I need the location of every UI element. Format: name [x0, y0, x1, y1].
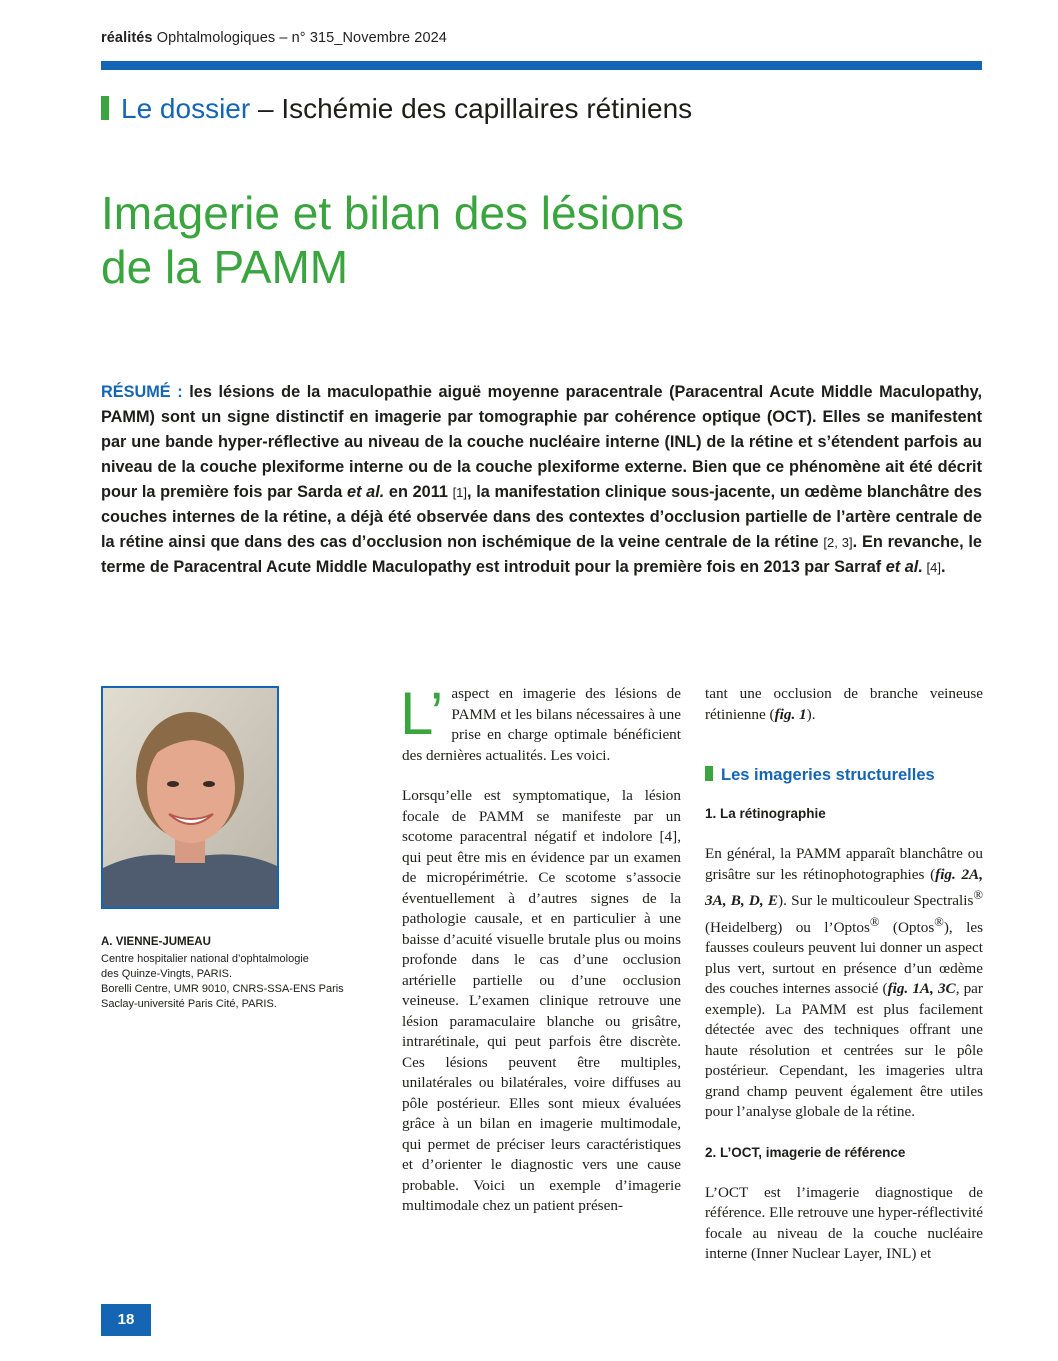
body-paragraph: [705, 684, 983, 725]
section-heading: [705, 764, 983, 786]
subsection-heading: 2. L’OCT, imagerie de référence: [705, 1144, 906, 1160]
abstract-reference: [4]: [922, 560, 941, 575]
abstract-reference: [1]: [452, 485, 468, 500]
abstract-label: RÉSUMÉ :: [101, 383, 183, 401]
article-title-line-2: de la PAMM: [101, 241, 349, 293]
body-text: tant une occlusion de branche veineuse rétinienne (: [705, 685, 983, 723]
body-text: (Optos: [879, 918, 935, 936]
abstract-text: , la manifestation clinique sous-jacente, un œdème blanchâtre des couches internes de la rétine, a déjà été observée dans des contextes d’occlusion partielle de l’artère centrale de la rétine ainsi que dans des cas d’occlusion non ischémique de la veine centrale de la rétine: [101, 483, 982, 551]
author-affiliation: Centre hospitalier national d’ophtalmologie: [101, 953, 309, 965]
abstract-reference: [2, 3]: [823, 535, 853, 550]
abstract-text: .: [940, 558, 946, 576]
author-portrait-image: [103, 688, 277, 907]
subsection-heading: 1. La rétinographie: [705, 806, 826, 821]
author-affiliation: Borelli Centre, UMR 9010, CNRS-SSA-ENS Paris: [101, 983, 344, 995]
abstract-text: . En revanche, le terme de Paracentral Acute Middle Maculopathy est introduit pour la première fois en 2013 par Sarraf: [101, 533, 982, 576]
article-title-line-1: Imagerie et bilan des lésions: [101, 187, 684, 239]
author-affiliation: Saclay-université Paris Cité, PARIS.: [101, 998, 277, 1010]
running-header: [101, 30, 447, 46]
article-title: [101, 186, 861, 294]
rubric-bar-marker: [101, 96, 109, 120]
body-column-2: [705, 684, 983, 1265]
author-affiliation: des Quinze-Vingts, PARIS.: [101, 968, 233, 980]
header-rule: [101, 61, 982, 70]
intro-paragraph: [400, 680, 681, 766]
author-photo: [101, 686, 279, 909]
abstract-etal: et al.: [347, 483, 385, 501]
body-paragraph: Lorsqu’elle est symptomatique, la lésion focale de PAMM se manifeste par un scotome paracentral négatif et indolore [4], qui peut être mis en évidence par un examen de micropérimétrie. Ce scotome s’associe éventuellement à d’autres signes de la pathologie causale, et en particulier à une baisse d’acuité visuelle brutale plus ou moins profonde dans le cas d’une occlusion artérielle partielle ou d’une occlusion veineuse. L’examen clinique retrouve une lésion paramaculaire blanche ou grisâtre, intrarétinale, qui peut parfois être discrète. Ces lésions peuvent être multiples, unilatérales ou bilatérales, voire diffuses au pôle postérieur. Elles sont mieux évaluées grâce à un bilan en imagerie multimodale, qui permet de préciser leurs caractéristiques et d’orienter le diagnostic vers une cause probable. Voici un exemple d’imagerie multimodale chez un patient présen-: [402, 787, 681, 1214]
rubric-heading: [101, 92, 692, 126]
author-name: A. VIENNE-JUMEAU: [101, 936, 211, 948]
body-text: (Heidelberg) ou l’Optos: [705, 918, 870, 936]
body-paragraph: L’OCT est l’imagerie diagnostique de référence. Elle retrouve une hyper-réflectivité focale au niveau de la couche nucléaire interne (Inner Nuclear Layer, INL) et: [705, 1183, 983, 1263]
rubric-label: Le dossier: [121, 93, 251, 124]
page-number: 18: [101, 1304, 151, 1336]
body-text: ).: [806, 705, 816, 723]
registered-mark: ®: [869, 914, 880, 929]
intro-text: aspect en imagerie des lésions de PAMM et les bilans nécessaires à une prise en charge optimale bénéficient des dernières actualités. Les voici.: [402, 685, 681, 764]
rubric-title: – Ischémie des capillaires rétiniens: [257, 93, 693, 124]
abstract: [101, 380, 982, 580]
body-text: ). Sur le multicouleur Spectralis: [778, 892, 974, 910]
registered-mark: ®: [934, 914, 944, 929]
body-column-1: [400, 680, 681, 1217]
abstract-etal: et al.: [885, 558, 923, 576]
body-text: ), les fausses couleurs peuvent lui donner un aspect plus vert, surtout en présence d’un œdème des couches internes associé (: [705, 918, 984, 998]
body-paragraph: [705, 844, 983, 1123]
body-text: , par exemple). La PAMM est plus facilement détectée avec des techniques offrant une haute résolution et centrées sur le pôle postérieur. Cependant, les imageries ultra grand champ peuvent également être utiles pour l’analyse globale de la rétine.: [705, 980, 983, 1121]
abstract-text: en 2011: [384, 483, 453, 501]
drop-cap: L’: [400, 680, 444, 747]
body-text: En général, la PAMM apparaît blanchâtre ou grisâtre sur les rétinophotographies (: [705, 845, 983, 883]
figure-reference: fig. 2A, 3A, B, D, E: [705, 865, 983, 910]
registered-mark: ®: [973, 888, 984, 902]
journal-issue: Ophtalmologiques – n° 315_Novembre 2024: [156, 30, 447, 46]
author-block: [101, 935, 371, 1012]
section-bar-marker: [705, 766, 713, 781]
figure-reference: fig. 1A, 3C: [887, 980, 956, 998]
brand-name: réalités: [101, 30, 153, 46]
figure-reference: fig. 1: [774, 705, 807, 723]
section-heading-text: Les imageries structurelles: [721, 766, 935, 784]
abstract-text: les lésions de la maculopathie aiguë moyenne paracentrale (Paracentral Acute Middle Maculopathy, PAMM) sont un signe distinctif en imagerie par tomographie par cohérence optique (OCT). Elles se manifestent par une bande hyper-réflective au niveau de la couche nucléaire interne (INL) de la rétine et s’étendent parfois au niveau de la couche plexiforme interne ou de la couche plexiforme externe. Bien que ce phénomène ait été décrit pour la première fois par Sarda: [101, 383, 982, 501]
